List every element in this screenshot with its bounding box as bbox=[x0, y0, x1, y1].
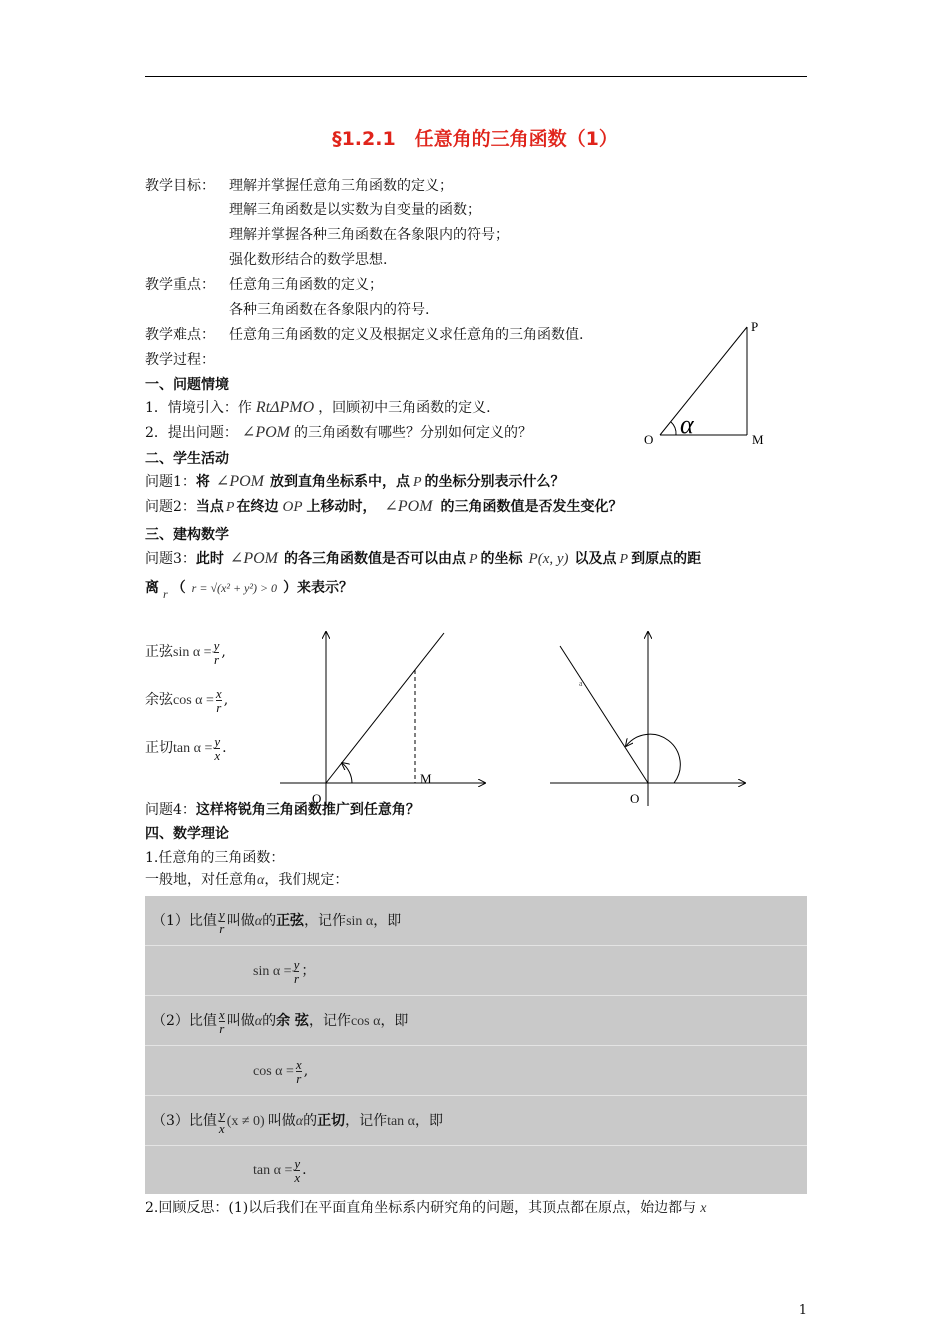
section2-heading: 二、学生活动 bbox=[145, 451, 229, 467]
question-1: 问题1：将 ∠POM 放到直角坐标系中，点 P 的坐标分别表示什么？ bbox=[145, 473, 565, 490]
section3-heading: 三、建构数学 bbox=[145, 527, 229, 543]
section1-item2: 2．提出问题： ∠POM 的三角函数有哪些？分别如何定义的？ bbox=[145, 424, 532, 441]
graph1-label-o: O bbox=[312, 791, 322, 806]
question-2: 问题2：当点 P 在终边 OP 上移动时， ∠POM 的三角函数值是否发生变化？ bbox=[145, 498, 623, 515]
graph-second-quadrant bbox=[550, 628, 750, 808]
objective-item: 理解三角函数是以实数为自变量的函数； bbox=[229, 202, 481, 218]
objective-item: 强化数形结合的数学思想. bbox=[229, 252, 388, 268]
question-4: 问题4：这样将锐角三角函数推广到任意角？ bbox=[145, 802, 420, 818]
table-row: tan α = $\frac{y}{x}$ . bbox=[253, 1155, 307, 1185]
objective-item: 理解并掌握任意角三角函数的定义； bbox=[229, 178, 453, 194]
difficulty-text: 任意角三角函数的定义及根据定义求任意角的三角函数值. bbox=[229, 327, 584, 343]
table-row: （3）比值 $\frac{y}{x}$ (x ≠ 0) 叫做α的正切，记作tan α，即 bbox=[145, 1096, 807, 1146]
section1-item1: 1．情境引入：作 RtΔPMO ，回顾初中三角函数的定义. bbox=[145, 399, 491, 416]
table-row: sin α = $\frac{y}{r}$ ； bbox=[145, 946, 807, 996]
section1-heading: 一、问题情境 bbox=[145, 377, 229, 393]
label-alpha: α bbox=[680, 410, 694, 439]
table-row: cos α = $\frac{x}{r}$ , bbox=[145, 1046, 807, 1096]
question-3-line2: 离 r （ r = √(x² + y²) > 0 ）来表示？ bbox=[145, 580, 354, 601]
key-point-item: 任意角三角函数的定义； bbox=[229, 277, 383, 293]
side-tan: 正切tan α = $\frac{y}{x}$ . bbox=[145, 733, 227, 763]
label-o: O bbox=[644, 432, 654, 447]
section4-sub1: 1.任意角的三角函数： bbox=[145, 850, 285, 866]
table-row: （1）比值 $\frac{y}{r}$ 叫做α的正弦，记作sin α，即 bbox=[145, 896, 807, 946]
definitions-table bbox=[145, 896, 807, 1194]
section4-intro: 一般地，对任意角α，我们规定： bbox=[145, 872, 349, 888]
graph2-label-o: O bbox=[630, 791, 640, 806]
objectives-label: 教学目标： bbox=[145, 178, 215, 194]
label-p: P bbox=[751, 319, 759, 334]
objective-item: 理解并掌握各种三角函数在各象限内的符号； bbox=[229, 227, 509, 243]
section4-heading: 四、数学理论 bbox=[145, 826, 229, 842]
process-label: 教学过程： bbox=[145, 352, 215, 368]
graph2-label-a: a bbox=[579, 679, 583, 688]
key-points-label: 教学重点： bbox=[145, 277, 215, 293]
graph1-label-m: M bbox=[420, 771, 432, 786]
side-cos: 余弦cos α = $\frac{x}{r}$ , bbox=[145, 685, 229, 715]
difficulty-label: 教学难点： bbox=[145, 327, 215, 343]
side-sin: 正弦sin α = $\frac{y}{r}$ , bbox=[145, 637, 226, 667]
question-3: 问题3：此时 ∠POM 的各三角函数值是否可以由点 P 的坐标 P(x, y) 以及点 P 到原点的距 bbox=[145, 550, 702, 567]
page-number: 1 bbox=[798, 1303, 807, 1318]
reflection-text: 2.回顾反思：(1)以后我们在平面直角坐标系内研究角的问题，其顶点都在原点，始边都与 x bbox=[145, 1200, 707, 1216]
page-title: §1.2.1 任意角的三角函数（1） bbox=[332, 128, 618, 150]
graph-first-quadrant bbox=[280, 628, 490, 808]
key-point-item: 各种三角函数在各象限内的符号. bbox=[229, 302, 430, 318]
header-rule bbox=[145, 76, 807, 77]
triangle-figure bbox=[640, 315, 780, 450]
label-m: M bbox=[752, 432, 764, 447]
table-row: （2）比值 $\frac{x}{r}$ 叫做α的余 弦，记作cos α，即 bbox=[145, 996, 807, 1046]
